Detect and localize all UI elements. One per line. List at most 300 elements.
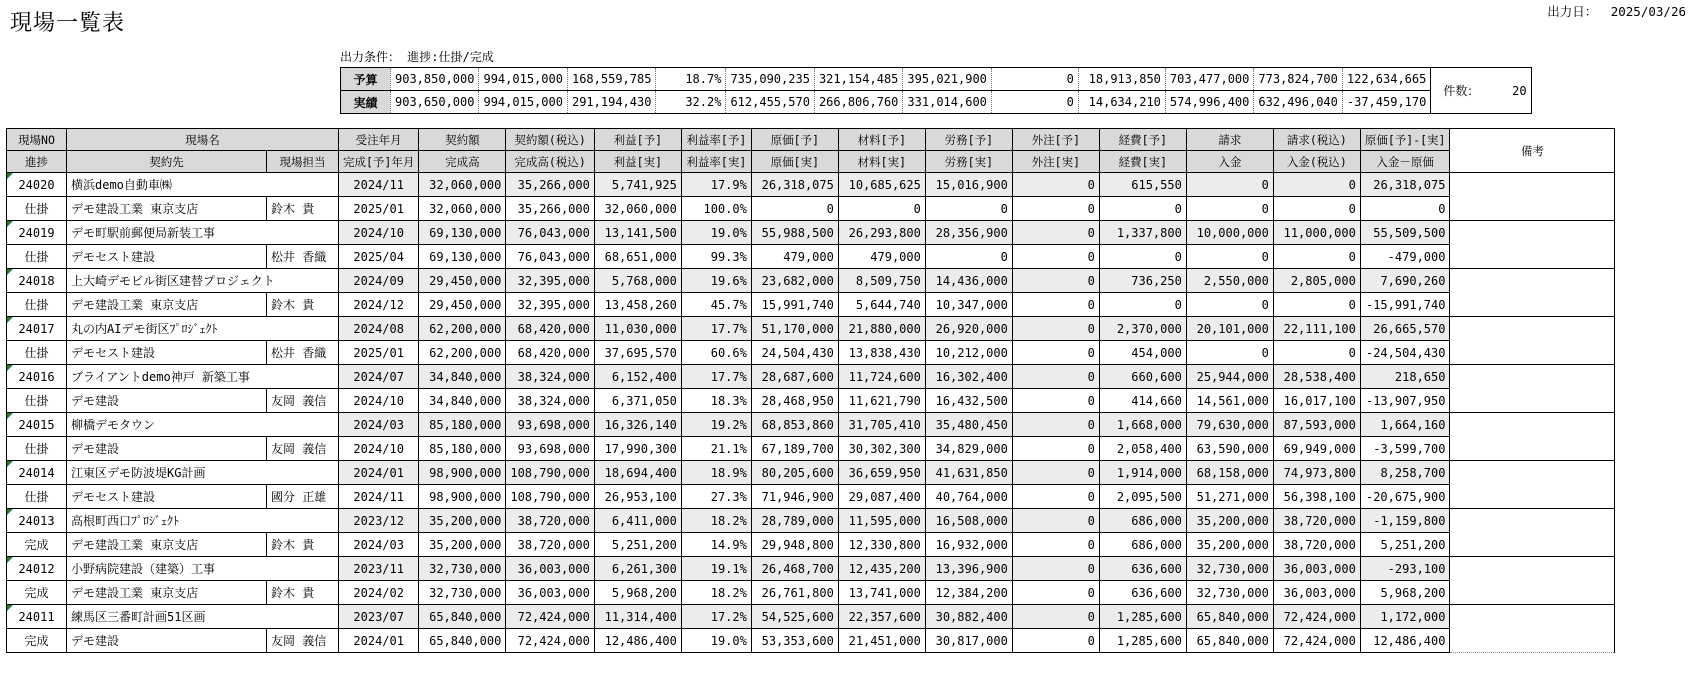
budget-value: 19.6% [681,269,751,293]
col-header: 請求(税込) [1273,129,1360,151]
table-row[interactable] [7,437,1615,461]
col-header: 材料[実] [838,151,925,173]
budget-value: 35,200,000 [419,509,506,533]
staff-name: 鈴木 貴 [267,293,339,317]
site-no-text: 24013 [18,513,55,528]
table-row[interactable] [7,485,1615,509]
row-marker-icon [7,269,13,275]
complete-month: 2024/01 [339,629,419,653]
col-header: 経費[予] [1099,129,1186,151]
site-name: 丸の内AIデモ街区ﾌﾟﾛｼﾞｪｸﾄ [67,317,339,341]
site-name: 練馬区三番町計画51区画 [67,605,339,629]
actual-value: 0 [925,245,1012,269]
actual-value: 0 [925,197,1012,221]
site-no-text: 24016 [18,369,55,384]
actual-value: 34,829,000 [925,437,1012,461]
summary-table [340,67,1532,114]
summary-cell: 18.7% [656,68,726,91]
actual-value: 28,468,950 [751,389,838,413]
actual-value: 10,347,000 [925,293,1012,317]
actual-value: 0 [1012,389,1099,413]
actual-value: 0 [1012,629,1099,653]
progress-status: 仕掛 [7,197,67,221]
remarks-cell [1450,413,1615,461]
actual-value: 0 [1012,197,1099,221]
actual-value: 36,003,000 [506,581,594,605]
actual-value: -15,991,740 [1360,293,1450,317]
actual-value: 32,060,000 [419,197,506,221]
actual-value: 0 [1012,341,1099,365]
order-month: 2023/07 [339,605,419,629]
client-name: デモ建設工業 東京支店 [67,197,267,221]
actual-value: 13,458,260 [594,293,681,317]
budget-value: 25,944,000 [1186,365,1273,389]
budget-value: 615,550 [1099,173,1186,197]
budget-value: 28,538,400 [1273,365,1360,389]
site-no [7,317,67,341]
count-label: 件数： [1443,84,1480,98]
budget-value: 218,650 [1360,365,1450,389]
budget-value: 17.7% [681,365,751,389]
site-no [7,365,67,389]
col-header: 契約額 [419,129,506,151]
actual-value: 414,660 [1099,389,1186,413]
actual-value: 98,900,000 [419,485,506,509]
remarks-cell [1450,173,1615,221]
budget-value: 36,003,000 [1273,557,1360,581]
actual-value: -13,907,950 [1360,389,1450,413]
complete-month: 2024/03 [339,533,419,557]
actual-value: 35,266,000 [506,197,594,221]
actual-value: 0 [1273,245,1360,269]
budget-value: 1,664,160 [1360,413,1450,437]
remarks-cell [1450,509,1615,557]
budget-value: 1,668,000 [1099,413,1186,437]
actual-value: 38,324,000 [506,389,594,413]
actual-value: 0 [1012,293,1099,317]
budget-value: 28,356,900 [925,221,1012,245]
actual-value: 35,200,000 [1186,533,1273,557]
summary-cell: 331,014,600 [903,91,991,114]
actual-value: 0 [1099,293,1186,317]
actual-value: 0 [751,197,838,221]
remarks-cell [1450,557,1615,605]
site-name: 高根町西口ﾌﾟﾛｼﾞｪｸﾄ [67,509,339,533]
table-row[interactable] [7,389,1615,413]
table-row[interactable] [7,245,1615,269]
budget-value: 0 [1012,461,1099,485]
budget-value: 736,250 [1099,269,1186,293]
site-list-table [6,128,1615,653]
budget-value: 17.7% [681,317,751,341]
remarks-cell [1450,365,1615,413]
col-header: 現場担当 [267,151,339,173]
budget-value: 68,853,860 [751,413,838,437]
actual-value: 0 [1186,293,1273,317]
budget-value: 0 [1012,605,1099,629]
row-marker-icon [7,173,13,179]
budget-value: 26,318,075 [1360,173,1450,197]
col-header: 経費[実] [1099,151,1186,173]
site-no [7,605,67,629]
budget-value: -293,100 [1360,557,1450,581]
actual-value: 67,189,700 [751,437,838,461]
client-name: デモ建設工業 東京支店 [67,581,267,605]
client-name: デモ建設 [67,629,267,653]
budget-value: 108,790,000 [506,461,594,485]
summary-cell: 703,477,000 [1165,68,1253,91]
actual-value: 11,621,790 [838,389,925,413]
budget-value: 38,720,000 [506,509,594,533]
summary-budget-row [341,68,1532,91]
actual-value: 0 [1186,245,1273,269]
actual-value: 5,968,200 [594,581,681,605]
progress-status: 仕掛 [7,293,67,317]
site-name: 柳橋デモタウン [67,413,339,437]
actual-value: 0 [1360,197,1450,221]
actual-value: -3,599,700 [1360,437,1450,461]
col-header: 労務[実] [925,151,1012,173]
summary-cell: 994,015,000 [479,68,567,91]
site-no [7,413,67,437]
site-no-text: 24011 [18,609,55,624]
budget-value: 35,480,450 [925,413,1012,437]
budget-value: 69,130,000 [419,221,506,245]
budget-value: 0 [1186,173,1273,197]
summary-cell: 321,154,485 [814,68,902,91]
budget-value: 8,258,700 [1360,461,1450,485]
actual-value: 16,432,500 [925,389,1012,413]
complete-month: 2024/11 [339,485,419,509]
staff-name: 國分 正雄 [267,485,339,509]
col-header: 外注[予] [1012,129,1099,151]
col-header: 受注年月 [339,129,419,151]
budget-value: 2,370,000 [1099,317,1186,341]
actual-value: 34,840,000 [419,389,506,413]
budget-value: 14,436,000 [925,269,1012,293]
budget-value: 17.2% [681,605,751,629]
remarks-cell [1450,269,1615,317]
table-row[interactable] [7,629,1615,653]
actual-value: 76,043,000 [506,245,594,269]
actual-value: 99.3% [681,245,751,269]
budget-value: 30,882,400 [925,605,1012,629]
summary-cell: 291,194,430 [567,91,655,114]
staff-name: 友岡 義信 [267,629,339,653]
actual-value: 12,486,400 [594,629,681,653]
actual-value: 14.9% [681,533,751,557]
actual-value: 32,730,000 [1186,581,1273,605]
table-row[interactable] [7,197,1615,221]
col-header: 原価[予]-[実] [1360,129,1450,151]
budget-value: 11,724,600 [838,365,925,389]
budget-value: 16,326,140 [594,413,681,437]
order-month: 2024/11 [339,173,419,197]
staff-name: 鈴木 貴 [267,581,339,605]
actual-value: 30,302,300 [838,437,925,461]
actual-value: 5,251,200 [594,533,681,557]
actual-value: 12,330,800 [838,533,925,557]
site-name: 江東区デモ防波堤KG計画 [67,461,339,485]
actual-value: 479,000 [838,245,925,269]
site-no-text: 24018 [18,273,55,288]
budget-value: 79,630,000 [1186,413,1273,437]
budget-value: 38,324,000 [506,365,594,389]
budget-value: 32,395,000 [506,269,594,293]
budget-value: 13,141,500 [594,221,681,245]
site-no [7,269,67,293]
site-no [7,221,67,245]
col-header: 現場名 [67,129,339,151]
actual-value: 686,000 [1099,533,1186,557]
table-row[interactable] [7,173,1615,197]
actual-value: 26,953,100 [594,485,681,509]
table-row[interactable] [7,581,1615,605]
table-row[interactable] [7,221,1615,245]
progress-status: 完成 [7,629,67,653]
actual-value: 636,600 [1099,581,1186,605]
actual-value: 65,840,000 [1186,629,1273,653]
table-row[interactable] [7,605,1615,629]
client-name: デモ建設 [67,437,267,461]
remarks-cell [1450,605,1615,653]
actual-value: 69,130,000 [419,245,506,269]
staff-name: 友岡 義信 [267,437,339,461]
col-header: 利益[実] [594,151,681,173]
site-name: 小野病院建設（建築）工事 [67,557,339,581]
actual-value: 93,698,000 [506,437,594,461]
budget-value: 32,730,000 [1186,557,1273,581]
budget-value: 28,687,600 [751,365,838,389]
actual-value: 0 [1099,197,1186,221]
col-header: 利益率[実] [681,151,751,173]
budget-value: 41,631,850 [925,461,1012,485]
site-no-text: 24014 [18,465,55,480]
actual-value: -479,000 [1360,245,1450,269]
budget-value: 19.0% [681,221,751,245]
col-header: 材料[予] [838,129,925,151]
summary-actual-row [341,91,1532,114]
table-row[interactable] [7,341,1615,365]
site-name: デモ町駅前郵便局新装工事 [67,221,339,245]
actual-value: 16,932,000 [925,533,1012,557]
client-name: デモ建設工業 東京支店 [67,293,267,317]
budget-value: 15,016,900 [925,173,1012,197]
budget-value: 29,450,000 [419,269,506,293]
budget-value: 18.2% [681,509,751,533]
budget-value: 16,508,000 [925,509,1012,533]
summary-cell: 266,806,760 [814,91,902,114]
progress-status: 仕掛 [7,437,67,461]
summary-cell: -37,459,170 [1342,91,1430,114]
actual-value: 63,590,000 [1186,437,1273,461]
complete-month: 2025/04 [339,245,419,269]
col-header: 契約額(税込) [506,129,594,151]
staff-name: 鈴木 貴 [267,533,339,557]
row-marker-icon [7,461,13,467]
complete-month: 2024/02 [339,581,419,605]
budget-value: 6,411,000 [594,509,681,533]
table-row[interactable] [7,365,1615,389]
budget-value: 1,337,800 [1099,221,1186,245]
staff-name: 鈴木 貴 [267,197,339,221]
table-row[interactable] [7,413,1615,437]
summary-cell: 395,021,900 [903,68,991,91]
budget-value: 10,000,000 [1186,221,1273,245]
actual-value: 0 [1012,485,1099,509]
client-name: デモ建設 [67,389,267,413]
staff-name: 松井 香織 [267,341,339,365]
actual-value: 18.3% [681,389,751,413]
actual-value: 6,371,050 [594,389,681,413]
actual-value: 15,991,740 [751,293,838,317]
budget-value: 98,900,000 [419,461,506,485]
order-month: 2024/07 [339,365,419,389]
col-header: 原価[実] [751,151,838,173]
summary-cell: 903,650,000 [391,91,479,114]
actual-value: 0 [1273,341,1360,365]
col-header: 請求 [1186,129,1273,151]
budget-value: 11,030,000 [594,317,681,341]
budget-value: 34,840,000 [419,365,506,389]
summary-cell: 14,634,210 [1078,91,1165,114]
remarks-cell [1450,317,1615,365]
budget-value: 0 [1012,413,1099,437]
budget-value: 72,424,000 [506,605,594,629]
actual-value: 51,271,000 [1186,485,1273,509]
budget-value: 72,424,000 [1273,605,1360,629]
actual-value: 35,200,000 [419,533,506,557]
actual-value: 72,424,000 [1273,629,1360,653]
header-row-2 [7,151,1615,173]
col-header: 利益[予] [594,129,681,151]
actual-value: 36,003,000 [1273,581,1360,605]
condition-label: 出力条件： [340,50,401,64]
budget-value: 0 [1012,269,1099,293]
table-row[interactable] [7,533,1615,557]
budget-value: 10,685,625 [838,173,925,197]
budget-value: 35,200,000 [1186,509,1273,533]
table-row[interactable] [7,461,1615,485]
actual-value: 27.3% [681,485,751,509]
actual-value: 0 [1099,245,1186,269]
budget-value: 28,789,000 [751,509,838,533]
budget-value: 13,396,900 [925,557,1012,581]
budget-value: 26,318,075 [751,173,838,197]
budget-value: 36,659,950 [838,461,925,485]
complete-month: 2025/01 [339,197,419,221]
budget-value: 80,205,600 [751,461,838,485]
col-header: 現場NO [7,129,67,151]
table-row[interactable] [7,557,1615,581]
actual-value: 100.0% [681,197,751,221]
actual-value: 1,285,600 [1099,629,1186,653]
col-header-remarks: 備考 [1450,129,1615,173]
summary-cell: 0 [991,91,1078,114]
table-row[interactable] [7,509,1615,533]
staff-name: 松井 香織 [267,245,339,269]
actual-value: 53,353,600 [751,629,838,653]
actual-value: 29,948,800 [751,533,838,557]
budget-value: 23,682,000 [751,269,838,293]
actual-value: 69,949,000 [1273,437,1360,461]
budget-value: 38,720,000 [1273,509,1360,533]
actual-value: 68,651,000 [594,245,681,269]
actual-value: 12,486,400 [1360,629,1450,653]
summary-cell: 574,996,400 [1165,91,1253,114]
budget-value: 5,768,000 [594,269,681,293]
actual-value: 0 [1012,533,1099,557]
budget-value: 0 [1012,365,1099,389]
actual-value: 26,761,800 [751,581,838,605]
summary-cell: 168,559,785 [567,68,655,91]
actual-value: 0 [838,197,925,221]
budget-value: 0 [1012,557,1099,581]
summary-cell: 18,913,850 [1078,68,1165,91]
budget-value: 22,357,600 [838,605,925,629]
table-row[interactable] [7,269,1615,293]
budget-value: 11,314,400 [594,605,681,629]
budget-value: 0 [1012,173,1099,197]
order-month: 2023/12 [339,509,419,533]
budget-value: 12,435,200 [838,557,925,581]
budget-value: 8,509,750 [838,269,925,293]
actual-value: 0 [1012,245,1099,269]
progress-status: 仕掛 [7,485,67,509]
table-row[interactable] [7,317,1615,341]
actual-value: 65,840,000 [419,629,506,653]
client-name: デモセスト建設 [67,485,267,509]
budget-value: 51,170,000 [751,317,838,341]
client-name: デモ建設工業 東京支店 [67,533,267,557]
actual-value: 5,644,740 [838,293,925,317]
col-header: 完成高 [419,151,506,173]
complete-month: 2024/10 [339,437,419,461]
actual-value: 24,504,430 [751,341,838,365]
client-name: デモセスト建設 [67,245,267,269]
row-marker-icon [7,413,13,419]
budget-value: 20,101,000 [1186,317,1273,341]
budget-value: 87,593,000 [1273,413,1360,437]
budget-value: 2,805,000 [1273,269,1360,293]
complete-month: 2024/12 [339,293,419,317]
budget-value: 76,043,000 [506,221,594,245]
actual-value: 30,817,000 [925,629,1012,653]
row-marker-icon [7,557,13,563]
record-count [1431,68,1531,114]
actual-value: 38,720,000 [1273,533,1360,557]
budget-value: 660,600 [1099,365,1186,389]
budget-value: 35,266,000 [506,173,594,197]
order-month: 2024/08 [339,317,419,341]
table-row[interactable] [7,293,1615,317]
budget-value: 32,730,000 [419,557,506,581]
progress-status: 仕掛 [7,341,67,365]
col-header: 入金 [1186,151,1273,173]
actual-value: 29,087,400 [838,485,925,509]
budget-value: 26,468,700 [751,557,838,581]
actual-value: 2,095,500 [1099,485,1186,509]
actual-value: 37,695,570 [594,341,681,365]
client-name: デモセスト建設 [67,341,267,365]
header-row-1 [7,129,1615,151]
budget-value: 85,180,000 [419,413,506,437]
actual-value: -24,504,430 [1360,341,1450,365]
budget-value: -1,159,800 [1360,509,1450,533]
budget-value: 26,293,800 [838,221,925,245]
actual-value: 16,017,100 [1273,389,1360,413]
actual-value: 19.0% [681,629,751,653]
